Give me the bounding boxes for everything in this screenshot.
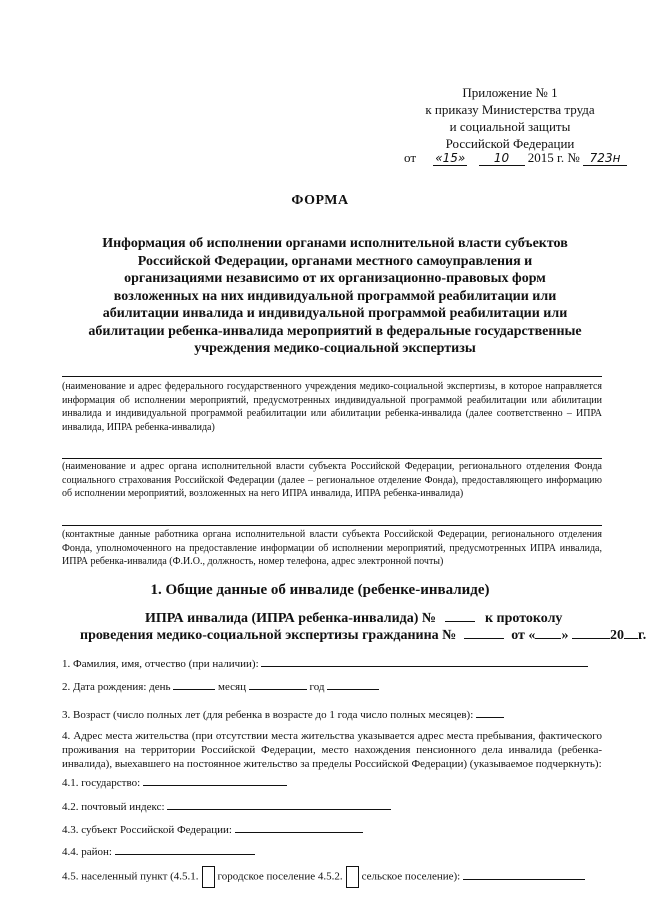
protocol-number-label: проведения медико-социальной экспертизы гражданина № [80, 628, 457, 643]
field-postcode [62, 799, 391, 813]
field-fio [62, 656, 588, 670]
protocol-year-prefix: 20 [609, 628, 624, 643]
fill-line-2[interactable] [62, 458, 602, 459]
field-settlement [62, 866, 585, 888]
document-title: Информация об исполнении органами исполнительной власти субъектов Российской Федерации, органами местного самоуправления и организациями независимо от их организационно-правовых форм возложенных на них индивидуальной программой реабилитации или абилитации инвалида и индивидуальной программой реабилитации или абилитации ребенка-инвалида мероприятий в федеральные государственные учреждения медико-социальной экспертизы [88, 236, 582, 356]
fill-line-1[interactable] [62, 376, 602, 377]
protocol-number-field[interactable] [464, 628, 504, 639]
protocol-date-close: » [561, 628, 569, 643]
address-instructions: 4. Адрес места жительства (при отсутствии места жительства указывается адрес места пребывания, фактического проживания на территории Российской Федерации, место нахождения пенсионного дела инвалида (ребенка-инвалида), выехавшего на постоянное жительство за пределы Российской Федерации) (указываемое подчеркнуть): [62, 730, 602, 770]
protocol-month-field[interactable] [572, 628, 610, 639]
note-institution: (наименование и адрес федерального государственного учреждения медико-социальной экспертизы, в которое направляется информация об исполнении мероприятий, предусмотренных индивидуальной программой реабилитации или абилитации инвалида и индивидуальной программой реабилитации или абилитации ребенка-инвалида (далее соответственно – ИПРА инвалида, ИПРА ребенка-инвалида) [62, 381, 602, 433]
urban-settlement-checkbox[interactable] [202, 866, 215, 888]
region-input[interactable] [235, 822, 363, 833]
order-year: 2015 г. [527, 150, 565, 165]
note-contacts: (контактные данные работника органа исполнительной власти субъекта Российской Федерации, регионального отделения Фонда, уполномоченного на предоставление информации об исполнении мероприятий, предусмотренных ИПРА инвалида, ИПРА ребенка-инвалида (Ф.И.О., должность, номер телефона, адрес электронной почты) [62, 529, 602, 567]
order-number-label: № [567, 150, 580, 165]
birth-month-input[interactable] [249, 679, 307, 690]
birth-year-label: год [309, 681, 325, 693]
protocol-day-field[interactable] [535, 628, 561, 639]
birth-month-label: месяц [218, 681, 246, 693]
district-label: 4.4. район: [62, 846, 112, 858]
settlement-input[interactable] [463, 869, 585, 880]
protocol-date-open: от « [511, 628, 536, 643]
birth-year-input[interactable] [327, 679, 379, 690]
order-from-label: от [404, 150, 417, 165]
field-district [62, 844, 255, 858]
country-input[interactable] [143, 775, 287, 786]
fio-label: 1. Фамилия, имя, отчество (при наличии): [62, 658, 259, 670]
country-label: 4.1. государство: [62, 777, 141, 789]
ipra-number-line [145, 611, 562, 627]
rural-settlement-checkbox[interactable] [346, 866, 359, 888]
field-country [62, 775, 287, 789]
form-label: ФОРМА [291, 193, 349, 208]
protocol-line [80, 628, 646, 644]
appendix-order: к приказу Министерства труда [425, 102, 595, 117]
field-age [62, 707, 504, 721]
appendix-number: Приложение № 1 [462, 85, 558, 100]
field-region [62, 822, 363, 836]
order-date-line [404, 150, 627, 166]
protocol-year-field[interactable] [624, 628, 638, 639]
protocol-label: к протоколу [484, 611, 563, 626]
district-input[interactable] [115, 844, 255, 855]
age-input[interactable] [476, 707, 504, 718]
fill-line-3[interactable] [62, 525, 602, 526]
fio-input[interactable] [261, 656, 588, 667]
settlement-label: 4.5. населенный пункт (4.5.1. [62, 870, 199, 883]
birth-day-label: 2. Дата рождения: день [62, 681, 171, 693]
region-label: 4.3. субъект Российской Федерации: [62, 824, 232, 836]
appendix-country: Российской Федерации [445, 136, 575, 151]
protocol-year-suffix: г. [637, 628, 646, 643]
order-month: 10 [479, 151, 525, 166]
age-label: 3. Возраст (число полных лет (для ребенка в возрасте до 1 года число полных месяцев): [62, 709, 474, 721]
order-number: 723н [583, 151, 627, 166]
postcode-label: 4.2. почтовый индекс: [62, 801, 165, 813]
urban-settlement-label: городское поселение 4.5.2. [217, 870, 343, 883]
section-1-heading: 1. Общие данные об инвалиде (ребенке-инвалиде) [150, 582, 490, 598]
birth-day-input[interactable] [173, 679, 215, 690]
rural-settlement-label: сельское поселение): [361, 870, 461, 883]
appendix-header [400, 84, 620, 152]
field-birthdate [62, 679, 379, 693]
order-day: «15» [435, 151, 466, 165]
postcode-input[interactable] [167, 799, 391, 810]
appendix-ministry: и социальной защиты [449, 119, 571, 134]
ipra-number-field[interactable] [445, 611, 475, 622]
note-authority: (наименование и адрес органа исполнительной власти субъекта Российской Федерации, регионального отделения Фонда социального страхования Российской Федерации (далее – региональное отделение Фонда), предоставляющего информацию об исполнении мероприятий, возложенных на него ИПРА инвалида, ИПРА ребенка-инвалида) [62, 461, 602, 499]
ipra-label: ИПРА инвалида (ИПРА ребенка-инвалида) № [145, 611, 436, 626]
